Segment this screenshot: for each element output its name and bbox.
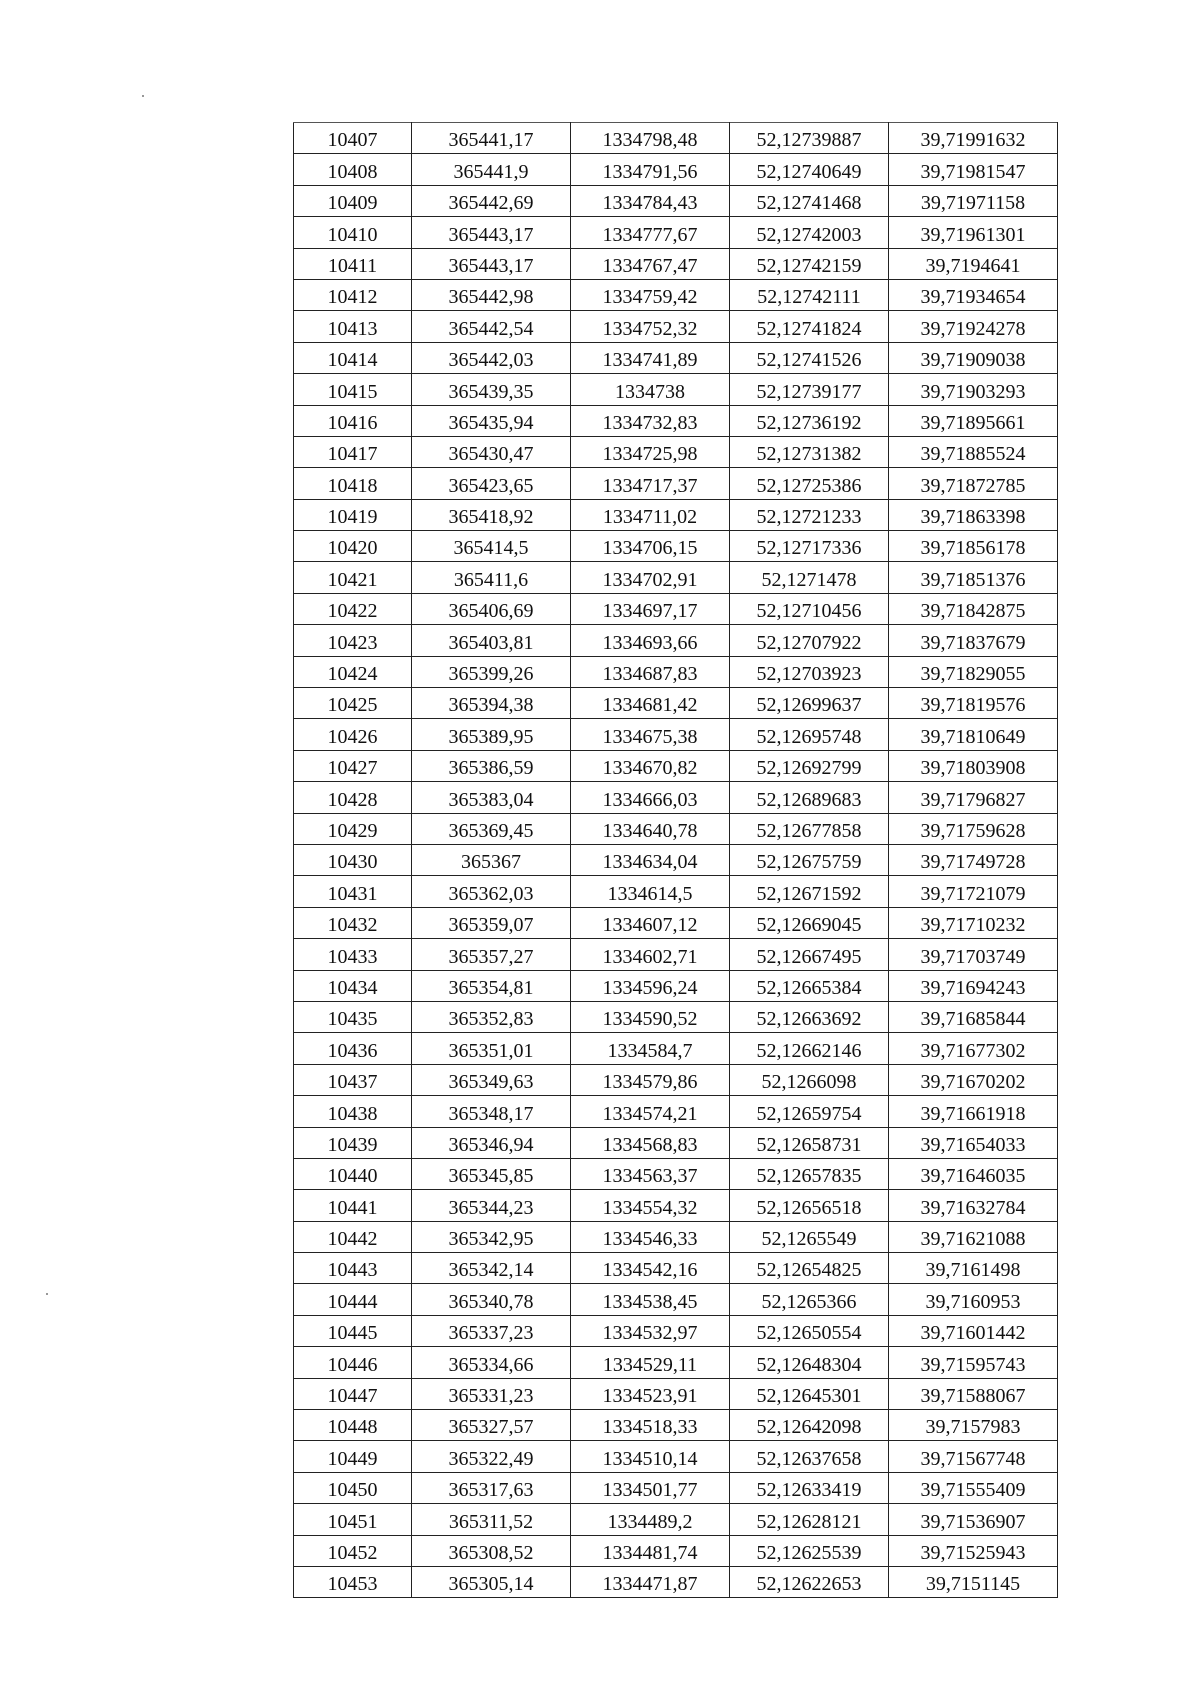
point-number-cell: 10432: [294, 907, 412, 938]
x-coordinate-cell: 365383,04: [412, 782, 571, 813]
y-coordinate-cell: 1334471,87: [571, 1566, 730, 1597]
y-coordinate-cell: 1334791,56: [571, 154, 730, 185]
table-row: [294, 531, 1058, 562]
y-coordinate-cell: 1334798,48: [571, 123, 730, 154]
latitude-cell: 52,12710456: [730, 593, 889, 624]
latitude-cell: 52,12707922: [730, 625, 889, 656]
point-number-cell: 10439: [294, 1127, 412, 1158]
y-coordinate-cell: 1334579,86: [571, 1064, 730, 1095]
longitude-cell: 39,71819576: [889, 688, 1058, 719]
longitude-cell: 39,7151145: [889, 1566, 1058, 1597]
longitude-cell: 39,71632784: [889, 1190, 1058, 1221]
latitude-cell: 52,1266098: [730, 1064, 889, 1095]
latitude-cell: 52,12699637: [730, 688, 889, 719]
longitude-cell: 39,71555409: [889, 1472, 1058, 1503]
y-coordinate-cell: 1334481,74: [571, 1535, 730, 1566]
table-row: [294, 1001, 1058, 1032]
longitude-cell: 39,7194641: [889, 248, 1058, 279]
latitude-cell: 52,12742159: [730, 248, 889, 279]
y-coordinate-cell: 1334732,83: [571, 405, 730, 436]
table-row: [294, 311, 1058, 342]
x-coordinate-cell: 365442,03: [412, 342, 571, 373]
point-number-cell: 10412: [294, 279, 412, 310]
latitude-cell: 52,1265549: [730, 1221, 889, 1252]
y-coordinate-cell: 1334640,78: [571, 813, 730, 844]
table-row: [294, 656, 1058, 687]
longitude-cell: 39,71685844: [889, 1001, 1058, 1032]
latitude-cell: 52,12645301: [730, 1378, 889, 1409]
point-number-cell: 10442: [294, 1221, 412, 1252]
x-coordinate-cell: 365430,47: [412, 436, 571, 467]
point-number-cell: 10433: [294, 939, 412, 970]
point-number-cell: 10441: [294, 1190, 412, 1221]
y-coordinate-cell: 1334602,71: [571, 939, 730, 970]
latitude-cell: 52,12741468: [730, 185, 889, 216]
y-coordinate-cell: 1334697,17: [571, 593, 730, 624]
x-coordinate-cell: 365327,57: [412, 1410, 571, 1441]
point-number-cell: 10431: [294, 876, 412, 907]
latitude-cell: 52,12671592: [730, 876, 889, 907]
coordinates-table: [293, 122, 1058, 1598]
x-coordinate-cell: 365442,54: [412, 311, 571, 342]
latitude-cell: 52,12741824: [730, 311, 889, 342]
latitude-cell: 52,12622653: [730, 1566, 889, 1597]
y-coordinate-cell: 1334546,33: [571, 1221, 730, 1252]
point-number-cell: 10430: [294, 844, 412, 875]
latitude-cell: 52,12740649: [730, 154, 889, 185]
point-number-cell: 10409: [294, 185, 412, 216]
table-row: [294, 844, 1058, 875]
point-number-cell: 10408: [294, 154, 412, 185]
table-row: [294, 750, 1058, 781]
y-coordinate-cell: 1334687,83: [571, 656, 730, 687]
table-row: [294, 1315, 1058, 1346]
latitude-cell: 52,12625539: [730, 1535, 889, 1566]
y-coordinate-cell: 1334693,66: [571, 625, 730, 656]
point-number-cell: 10445: [294, 1315, 412, 1346]
x-coordinate-cell: 365342,14: [412, 1253, 571, 1284]
x-coordinate-cell: 365308,52: [412, 1535, 571, 1566]
latitude-cell: 52,12656518: [730, 1190, 889, 1221]
y-coordinate-cell: 1334706,15: [571, 531, 730, 562]
table-row: [294, 1410, 1058, 1441]
y-coordinate-cell: 1334501,77: [571, 1472, 730, 1503]
latitude-cell: 52,12657835: [730, 1158, 889, 1189]
x-coordinate-cell: 365346,94: [412, 1127, 571, 1158]
x-coordinate-cell: 365357,27: [412, 939, 571, 970]
x-coordinate-cell: 365442,69: [412, 185, 571, 216]
point-number-cell: 10437: [294, 1064, 412, 1095]
x-coordinate-cell: 365439,35: [412, 374, 571, 405]
table-row: [294, 688, 1058, 719]
point-number-cell: 10414: [294, 342, 412, 373]
x-coordinate-cell: 365443,17: [412, 217, 571, 248]
table-row: [294, 499, 1058, 530]
y-coordinate-cell: 1334675,38: [571, 719, 730, 750]
longitude-cell: 39,71759628: [889, 813, 1058, 844]
longitude-cell: 39,71903293: [889, 374, 1058, 405]
longitude-cell: 39,71872785: [889, 468, 1058, 499]
table-row: [294, 342, 1058, 373]
longitude-cell: 39,71654033: [889, 1127, 1058, 1158]
latitude-cell: 52,12665384: [730, 970, 889, 1001]
longitude-cell: 39,71829055: [889, 656, 1058, 687]
point-number-cell: 10411: [294, 248, 412, 279]
x-coordinate-cell: 365443,17: [412, 248, 571, 279]
point-number-cell: 10418: [294, 468, 412, 499]
x-coordinate-cell: 365386,59: [412, 750, 571, 781]
point-number-cell: 10422: [294, 593, 412, 624]
table-row: [294, 1127, 1058, 1158]
y-coordinate-cell: 1334532,97: [571, 1315, 730, 1346]
y-coordinate-cell: 1334596,24: [571, 970, 730, 1001]
table-row: [294, 1221, 1058, 1252]
longitude-cell: 39,71909038: [889, 342, 1058, 373]
point-number-cell: 10428: [294, 782, 412, 813]
table-row: [294, 625, 1058, 656]
longitude-cell: 39,71837679: [889, 625, 1058, 656]
table-row: [294, 939, 1058, 970]
y-coordinate-cell: 1334759,42: [571, 279, 730, 310]
latitude-cell: 52,12689683: [730, 782, 889, 813]
y-coordinate-cell: 1334590,52: [571, 1001, 730, 1032]
point-number-cell: 10427: [294, 750, 412, 781]
y-coordinate-cell: 1334568,83: [571, 1127, 730, 1158]
point-number-cell: 10413: [294, 311, 412, 342]
table-row: [294, 154, 1058, 185]
longitude-cell: 39,71694243: [889, 970, 1058, 1001]
point-number-cell: 10425: [294, 688, 412, 719]
point-number-cell: 10420: [294, 531, 412, 562]
x-coordinate-cell: 365349,63: [412, 1064, 571, 1095]
longitude-cell: 39,71981547: [889, 154, 1058, 185]
latitude-cell: 52,12650554: [730, 1315, 889, 1346]
x-coordinate-cell: 365369,45: [412, 813, 571, 844]
latitude-cell: 52,1271478: [730, 562, 889, 593]
point-number-cell: 10443: [294, 1253, 412, 1284]
latitude-cell: 52,12633419: [730, 1472, 889, 1503]
point-number-cell: 10448: [294, 1410, 412, 1441]
y-coordinate-cell: 1334784,43: [571, 185, 730, 216]
x-coordinate-cell: 365441,17: [412, 123, 571, 154]
y-coordinate-cell: 1334741,89: [571, 342, 730, 373]
table-row: [294, 1033, 1058, 1064]
latitude-cell: 52,12675759: [730, 844, 889, 875]
y-coordinate-cell: 1334767,47: [571, 248, 730, 279]
table-row: [294, 1190, 1058, 1221]
longitude-cell: 39,71749728: [889, 844, 1058, 875]
table-row: [294, 405, 1058, 436]
table-row: [294, 782, 1058, 813]
x-coordinate-cell: 365389,95: [412, 719, 571, 750]
y-coordinate-cell: 1334738: [571, 374, 730, 405]
x-coordinate-cell: 365342,95: [412, 1221, 571, 1252]
table-row: [294, 1535, 1058, 1566]
point-number-cell: 10429: [294, 813, 412, 844]
longitude-cell: 39,71863398: [889, 499, 1058, 530]
y-coordinate-cell: 1334542,16: [571, 1253, 730, 1284]
longitude-cell: 39,71885524: [889, 436, 1058, 467]
table-row: [294, 1253, 1058, 1284]
y-coordinate-cell: 1334529,11: [571, 1347, 730, 1378]
latitude-cell: 52,12739887: [730, 123, 889, 154]
longitude-cell: 39,71677302: [889, 1033, 1058, 1064]
x-coordinate-cell: 365394,38: [412, 688, 571, 719]
table-row: [294, 719, 1058, 750]
point-number-cell: 10451: [294, 1504, 412, 1535]
point-number-cell: 10410: [294, 217, 412, 248]
x-coordinate-cell: 365367: [412, 844, 571, 875]
table-row: [294, 1064, 1058, 1095]
x-coordinate-cell: 365406,69: [412, 593, 571, 624]
latitude-cell: 52,12663692: [730, 1001, 889, 1032]
table-row: [294, 123, 1058, 154]
point-number-cell: 10446: [294, 1347, 412, 1378]
point-number-cell: 10435: [294, 1001, 412, 1032]
point-number-cell: 10440: [294, 1158, 412, 1189]
latitude-cell: 52,12742003: [730, 217, 889, 248]
longitude-cell: 39,71924278: [889, 311, 1058, 342]
table-row: [294, 1378, 1058, 1409]
longitude-cell: 39,71601442: [889, 1315, 1058, 1346]
x-coordinate-cell: 365442,98: [412, 279, 571, 310]
coordinates-table-body: [294, 123, 1058, 1598]
point-number-cell: 10447: [294, 1378, 412, 1409]
table-row: [294, 876, 1058, 907]
point-number-cell: 10426: [294, 719, 412, 750]
longitude-cell: 39,71661918: [889, 1096, 1058, 1127]
y-coordinate-cell: 1334607,12: [571, 907, 730, 938]
longitude-cell: 39,71588067: [889, 1378, 1058, 1409]
latitude-cell: 52,12637658: [730, 1441, 889, 1472]
table-row: [294, 185, 1058, 216]
longitude-cell: 39,71991632: [889, 123, 1058, 154]
point-number-cell: 10423: [294, 625, 412, 656]
point-number-cell: 10419: [294, 499, 412, 530]
x-coordinate-cell: 365344,23: [412, 1190, 571, 1221]
y-coordinate-cell: 1334681,42: [571, 688, 730, 719]
y-coordinate-cell: 1334523,91: [571, 1378, 730, 1409]
latitude-cell: 52,12692799: [730, 750, 889, 781]
table-row: [294, 562, 1058, 593]
y-coordinate-cell: 1334717,37: [571, 468, 730, 499]
latitude-cell: 52,12725386: [730, 468, 889, 499]
latitude-cell: 52,12741526: [730, 342, 889, 373]
y-coordinate-cell: 1334554,32: [571, 1190, 730, 1221]
x-coordinate-cell: 365311,52: [412, 1504, 571, 1535]
longitude-cell: 39,71796827: [889, 782, 1058, 813]
longitude-cell: 39,7160953: [889, 1284, 1058, 1315]
table-row: [294, 436, 1058, 467]
x-coordinate-cell: 365441,9: [412, 154, 571, 185]
table-row: [294, 248, 1058, 279]
x-coordinate-cell: 365352,83: [412, 1001, 571, 1032]
x-coordinate-cell: 365418,92: [412, 499, 571, 530]
longitude-cell: 39,71895661: [889, 405, 1058, 436]
latitude-cell: 52,12721233: [730, 499, 889, 530]
x-coordinate-cell: 365305,14: [412, 1566, 571, 1597]
longitude-cell: 39,71842875: [889, 593, 1058, 624]
y-coordinate-cell: 1334510,14: [571, 1441, 730, 1472]
x-coordinate-cell: 365435,94: [412, 405, 571, 436]
x-coordinate-cell: 365322,49: [412, 1441, 571, 1472]
y-coordinate-cell: 1334574,21: [571, 1096, 730, 1127]
point-number-cell: 10424: [294, 656, 412, 687]
point-number-cell: 10407: [294, 123, 412, 154]
y-coordinate-cell: 1334518,33: [571, 1410, 730, 1441]
x-coordinate-cell: 365340,78: [412, 1284, 571, 1315]
point-number-cell: 10416: [294, 405, 412, 436]
scan-speck: [142, 95, 144, 97]
x-coordinate-cell: 365362,03: [412, 876, 571, 907]
x-coordinate-cell: 365334,66: [412, 1347, 571, 1378]
table-row: [294, 279, 1058, 310]
latitude-cell: 52,12739177: [730, 374, 889, 405]
longitude-cell: 39,71934654: [889, 279, 1058, 310]
point-number-cell: 10453: [294, 1566, 412, 1597]
x-coordinate-cell: 365423,65: [412, 468, 571, 499]
point-number-cell: 10449: [294, 1441, 412, 1472]
table-row: [294, 1566, 1058, 1597]
table-row: [294, 1472, 1058, 1503]
longitude-cell: 39,71971158: [889, 185, 1058, 216]
latitude-cell: 52,12642098: [730, 1410, 889, 1441]
point-number-cell: 10444: [294, 1284, 412, 1315]
longitude-cell: 39,71961301: [889, 217, 1058, 248]
table-row: [294, 593, 1058, 624]
y-coordinate-cell: 1334725,98: [571, 436, 730, 467]
table-row: [294, 468, 1058, 499]
table-row: [294, 1284, 1058, 1315]
longitude-cell: 39,71525943: [889, 1535, 1058, 1566]
longitude-cell: 39,71646035: [889, 1158, 1058, 1189]
latitude-cell: 52,12669045: [730, 907, 889, 938]
y-coordinate-cell: 1334563,37: [571, 1158, 730, 1189]
table-row: [294, 1347, 1058, 1378]
x-coordinate-cell: 365414,5: [412, 531, 571, 562]
latitude-cell: 52,12662146: [730, 1033, 889, 1064]
latitude-cell: 52,12742111: [730, 279, 889, 310]
x-coordinate-cell: 365317,63: [412, 1472, 571, 1503]
x-coordinate-cell: 365348,17: [412, 1096, 571, 1127]
table-row: [294, 1096, 1058, 1127]
y-coordinate-cell: 1334538,45: [571, 1284, 730, 1315]
x-coordinate-cell: 365345,85: [412, 1158, 571, 1189]
table-row: [294, 374, 1058, 405]
y-coordinate-cell: 1334752,32: [571, 311, 730, 342]
table-row: [294, 1504, 1058, 1535]
latitude-cell: 52,12659754: [730, 1096, 889, 1127]
latitude-cell: 52,12717336: [730, 531, 889, 562]
y-coordinate-cell: 1334702,91: [571, 562, 730, 593]
latitude-cell: 52,12703923: [730, 656, 889, 687]
point-number-cell: 10452: [294, 1535, 412, 1566]
longitude-cell: 39,71536907: [889, 1504, 1058, 1535]
longitude-cell: 39,71703749: [889, 939, 1058, 970]
latitude-cell: 52,12667495: [730, 939, 889, 970]
longitude-cell: 39,71595743: [889, 1347, 1058, 1378]
latitude-cell: 52,12736192: [730, 405, 889, 436]
latitude-cell: 52,12677858: [730, 813, 889, 844]
x-coordinate-cell: 365403,81: [412, 625, 571, 656]
longitude-cell: 39,71803908: [889, 750, 1058, 781]
longitude-cell: 39,71721079: [889, 876, 1058, 907]
latitude-cell: 52,12695748: [730, 719, 889, 750]
longitude-cell: 39,71621088: [889, 1221, 1058, 1252]
longitude-cell: 39,71851376: [889, 562, 1058, 593]
longitude-cell: 39,71810649: [889, 719, 1058, 750]
point-number-cell: 10415: [294, 374, 412, 405]
y-coordinate-cell: 1334666,03: [571, 782, 730, 813]
point-number-cell: 10436: [294, 1033, 412, 1064]
x-coordinate-cell: 365354,81: [412, 970, 571, 1001]
y-coordinate-cell: 1334777,67: [571, 217, 730, 248]
y-coordinate-cell: 1334614,5: [571, 876, 730, 907]
y-coordinate-cell: 1334711,02: [571, 499, 730, 530]
latitude-cell: 52,12648304: [730, 1347, 889, 1378]
x-coordinate-cell: 365411,6: [412, 562, 571, 593]
table-row: [294, 813, 1058, 844]
x-coordinate-cell: 365399,26: [412, 656, 571, 687]
longitude-cell: 39,71567748: [889, 1441, 1058, 1472]
table-row: [294, 970, 1058, 1001]
longitude-cell: 39,71856178: [889, 531, 1058, 562]
latitude-cell: 52,12658731: [730, 1127, 889, 1158]
point-number-cell: 10421: [294, 562, 412, 593]
scan-speck: [46, 1293, 48, 1295]
table-row: [294, 907, 1058, 938]
longitude-cell: 39,71670202: [889, 1064, 1058, 1095]
y-coordinate-cell: 1334584,7: [571, 1033, 730, 1064]
y-coordinate-cell: 1334670,82: [571, 750, 730, 781]
longitude-cell: 39,7161498: [889, 1253, 1058, 1284]
x-coordinate-cell: 365351,01: [412, 1033, 571, 1064]
point-number-cell: 10417: [294, 436, 412, 467]
latitude-cell: 52,12654825: [730, 1253, 889, 1284]
table-row: [294, 1158, 1058, 1189]
y-coordinate-cell: 1334489,2: [571, 1504, 730, 1535]
latitude-cell: 52,12731382: [730, 436, 889, 467]
point-number-cell: 10434: [294, 970, 412, 1001]
point-number-cell: 10450: [294, 1472, 412, 1503]
x-coordinate-cell: 365337,23: [412, 1315, 571, 1346]
x-coordinate-cell: 365359,07: [412, 907, 571, 938]
table-row: [294, 1441, 1058, 1472]
x-coordinate-cell: 365331,23: [412, 1378, 571, 1409]
table-row: [294, 217, 1058, 248]
longitude-cell: 39,71710232: [889, 907, 1058, 938]
longitude-cell: 39,7157983: [889, 1410, 1058, 1441]
y-coordinate-cell: 1334634,04: [571, 844, 730, 875]
latitude-cell: 52,1265366: [730, 1284, 889, 1315]
point-number-cell: 10438: [294, 1096, 412, 1127]
latitude-cell: 52,12628121: [730, 1504, 889, 1535]
